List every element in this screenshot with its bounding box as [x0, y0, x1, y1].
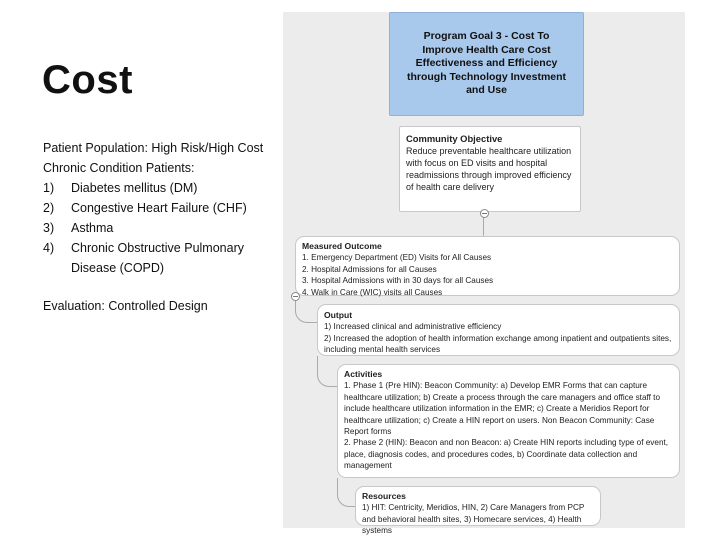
- condition-text: Asthma: [71, 221, 114, 235]
- collapse-node-icon[interactable]: [480, 209, 489, 218]
- measured-outcome-line: 1. Emergency Department (ED) Visits for All Causes: [302, 253, 492, 263]
- measured-outcome-line: 4. Walk in Care (WIC) visits all Causes: [302, 287, 443, 297]
- population-intro: Patient Population: High Risk/High Cost Chronic Condition Patients:: [43, 141, 264, 175]
- condition-number: 4): [43, 241, 55, 255]
- slide-title: Cost: [42, 58, 133, 102]
- measured-outcome-heading: Measured Outcome: [302, 241, 382, 251]
- activities-heading: Activities: [344, 369, 383, 379]
- collapse-node-icon[interactable]: [291, 292, 300, 301]
- condition-item: [43, 178, 278, 198]
- condition-number: 2): [43, 201, 55, 215]
- output-line: 1) Increased clinical and administrative efficiency: [324, 322, 502, 332]
- population-panel: [43, 138, 278, 316]
- resources-box: [355, 486, 601, 536]
- condition-item: [43, 238, 278, 278]
- condition-item: [43, 198, 278, 218]
- measured-outcome-line: 2. Hospital Admissions for all Causes: [302, 264, 437, 274]
- activities-box: [337, 364, 680, 478]
- resources-line: 1) HIT: Centricity, Meridios, HIN, 2) Care Managers from PCP and behavioral health sites, 3) Homecare services, 4) Health systems: [362, 503, 585, 536]
- resources-heading: Resources: [362, 491, 406, 501]
- condition-text: Congestive Heart Failure (CHF): [71, 201, 247, 215]
- output-box: [317, 304, 680, 356]
- objective-heading: Community Objective: [406, 133, 503, 144]
- measured-outcome-box: [295, 236, 680, 296]
- program-goal-box: Program Goal 3 - Cost To Improve Health Care Cost Effectiveness and Efficiency through Technology Investment and Use: [389, 12, 584, 116]
- community-objective-box: [399, 126, 581, 212]
- objective-text: Reduce preventable healthcare utilization with focus on ED visits and hospital readmissions through improved efficiency of health care delivery: [406, 146, 572, 192]
- output-line: 2) Increased the adoption of health information exchange among inpatient and outpatients sites, including mental health services: [324, 333, 672, 355]
- connector-line: [317, 356, 338, 387]
- condition-number: 1): [43, 181, 55, 195]
- logic-model-diagram: [283, 12, 685, 536]
- output-heading: Output: [324, 310, 353, 320]
- condition-number: 3): [43, 221, 55, 235]
- evaluation-text: Evaluation: Controlled Design: [43, 299, 208, 313]
- measured-outcome-line: 3. Hospital Admissions with in 30 days for all Causes: [302, 276, 494, 286]
- condition-item: [43, 218, 278, 238]
- condition-text: Diabetes mellitus (DM): [71, 181, 198, 195]
- condition-text: Chronic Obstructive Pulmonary Disease (COPD): [71, 241, 244, 275]
- activities-line: 2. Phase 2 (HIN): Beacon and non Beacon: a) Create HIN reports including type of event, place, diagnosis codes, and procedures codes, b) Coordinate data collection and management: [344, 438, 669, 471]
- connector-line: [295, 296, 318, 323]
- condition-list: [43, 178, 278, 278]
- connector-line: [337, 478, 356, 507]
- activities-line: 1. Phase 1 (Pre HIN): Beacon Community: a) Develop EMR Forms that can capture healthcare utilization; b) Create a process through the care managers and office staff to include healthcare utilization information in the EMR; c) Create a Meridios Report for healthcare utilization; c) Create a HIN report on users. Non Beacon Community: Case Report forms: [344, 381, 661, 437]
